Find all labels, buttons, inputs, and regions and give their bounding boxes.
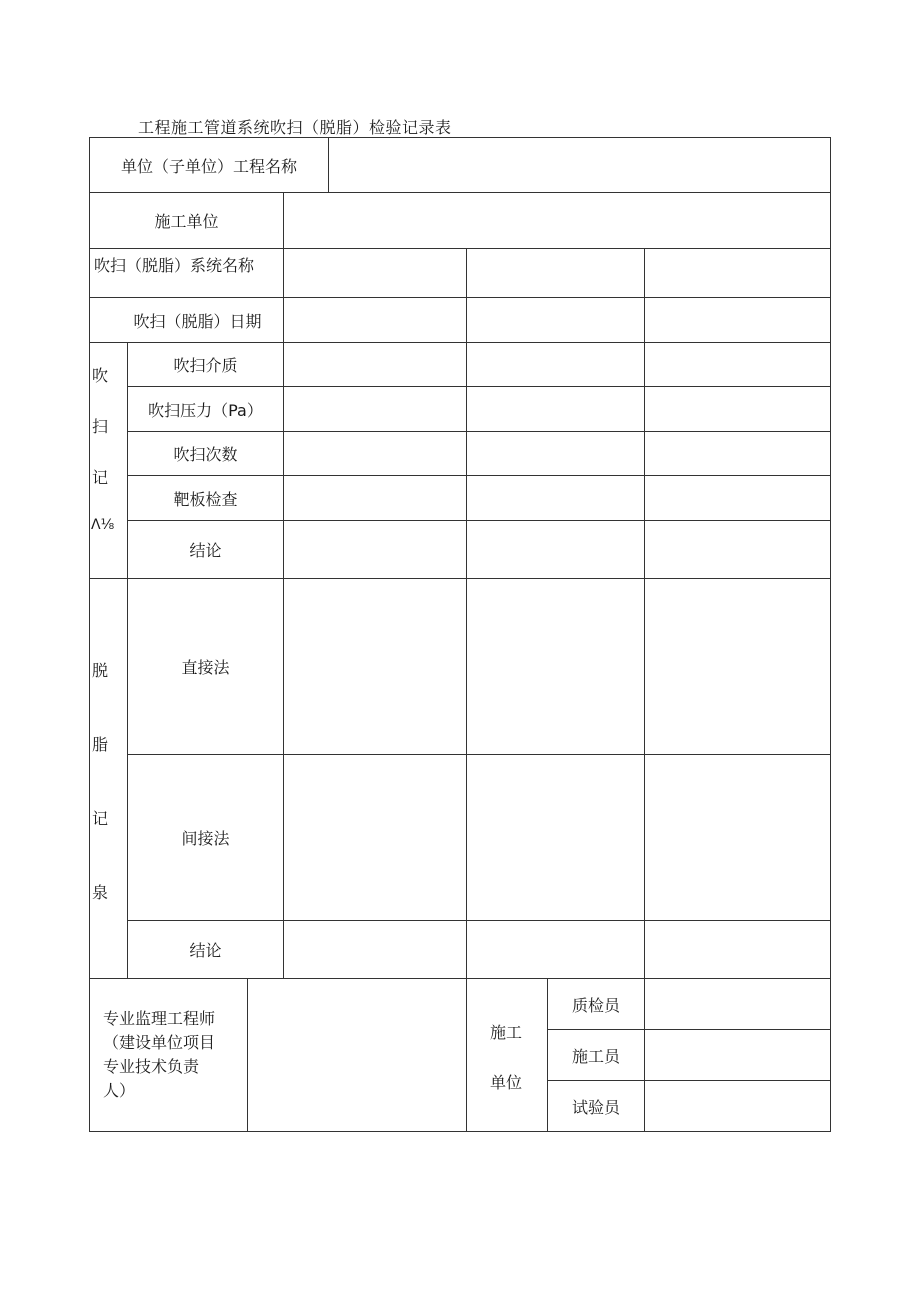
tester-label: 试验员 <box>547 1080 645 1132</box>
direct-method-value-2[interactable] <box>466 578 645 755</box>
purge-pressure-value-1[interactable] <box>283 386 467 432</box>
supervisor-label-line: 专业技术负责 <box>103 1057 200 1076</box>
supervisor-signature[interactable] <box>247 978 467 1132</box>
project-name-label: 单位（子单位）工程名称 <box>89 137 329 193</box>
direct-method-value-1[interactable] <box>283 578 467 755</box>
target-plate-check-label: 靶板检查 <box>127 475 284 521</box>
system-name-value-2[interactable] <box>466 248 645 298</box>
project-name-value[interactable] <box>328 137 831 193</box>
degrease-record-group <box>89 578 128 979</box>
construction-unit-char: 施工 <box>490 1023 523 1042</box>
purge-conclusion-value-3[interactable] <box>644 520 831 579</box>
indirect-method-value-2[interactable] <box>466 754 645 921</box>
constructor-signature[interactable] <box>644 1029 831 1081</box>
degrease-conclusion-value-1[interactable] <box>283 920 467 979</box>
target-plate-value-1[interactable] <box>283 475 467 521</box>
degrease-conclusion-value-3[interactable] <box>644 920 831 979</box>
purge-pressure-label: 吹扫压力（Pa） <box>127 386 284 432</box>
target-plate-value-3[interactable] <box>644 475 831 521</box>
constructor-label: 施工员 <box>547 1029 645 1081</box>
purge-medium-value-3[interactable] <box>644 342 831 387</box>
indirect-method-value-1[interactable] <box>283 754 467 921</box>
date-value-1[interactable] <box>283 297 467 343</box>
system-name-label: 吹扫（脱脂）系统名称 <box>89 248 284 298</box>
degrease-group-char: 记 <box>92 809 109 828</box>
date-value-3[interactable] <box>644 297 831 343</box>
indirect-method-value-3[interactable] <box>644 754 831 921</box>
purge-conclusion-value-2[interactable] <box>466 520 645 579</box>
purge-pressure-value-3[interactable] <box>644 386 831 432</box>
direct-method-label: 直接法 <box>127 578 284 755</box>
date-value-2[interactable] <box>466 297 645 343</box>
supervisor-label-line: （建设单位项目 <box>103 1033 216 1052</box>
degrease-group-char: 脂 <box>92 735 109 754</box>
target-plate-value-2[interactable] <box>466 475 645 521</box>
purge-conclusion-label: 结论 <box>127 520 284 579</box>
contractor-label: 施工单位 <box>89 192 284 249</box>
purge-group-char: 扫 <box>92 417 109 436</box>
indirect-method-label: 间接法 <box>127 754 284 921</box>
supervisor-label <box>89 978 248 1132</box>
degrease-conclusion-label: 结论 <box>127 920 284 979</box>
quality-inspector-label: 质检员 <box>547 978 645 1030</box>
purge-medium-label: 吹扫介质 <box>127 342 284 387</box>
supervisor-label-line: 专业监理工程师 <box>103 1009 216 1028</box>
date-label: 吹扫（脱脂）日期 <box>89 297 284 343</box>
purge-medium-value-1[interactable] <box>283 342 467 387</box>
contractor-value[interactable] <box>283 192 831 249</box>
purge-count-value-3[interactable] <box>644 431 831 476</box>
purge-medium-value-2[interactable] <box>466 342 645 387</box>
purge-group-char: 吹 <box>92 366 109 385</box>
system-name-value-3[interactable] <box>644 248 831 298</box>
system-name-value-1[interactable] <box>283 248 467 298</box>
purge-count-value-1[interactable] <box>283 431 467 476</box>
degrease-group-char: 泉 <box>92 883 109 902</box>
supervisor-label-line: 人） <box>103 1081 136 1100</box>
purge-group-char: Λ⅛ <box>91 517 115 533</box>
construction-unit-group <box>466 978 548 1132</box>
purge-group-char: 记 <box>92 468 109 487</box>
page-title: 工程施工管道系统吹扫（脱脂）检验记录表 <box>138 118 452 137</box>
purge-conclusion-value-1[interactable] <box>283 520 467 579</box>
quality-inspector-signature[interactable] <box>644 978 831 1030</box>
degrease-group-char: 脱 <box>92 661 109 680</box>
construction-unit-char: 单位 <box>490 1073 523 1092</box>
tester-signature[interactable] <box>644 1080 831 1132</box>
purge-count-value-2[interactable] <box>466 431 645 476</box>
purge-pressure-value-2[interactable] <box>466 386 645 432</box>
degrease-conclusion-value-2[interactable] <box>466 920 645 979</box>
purge-count-label: 吹扫次数 <box>127 431 284 476</box>
direct-method-value-3[interactable] <box>644 578 831 755</box>
